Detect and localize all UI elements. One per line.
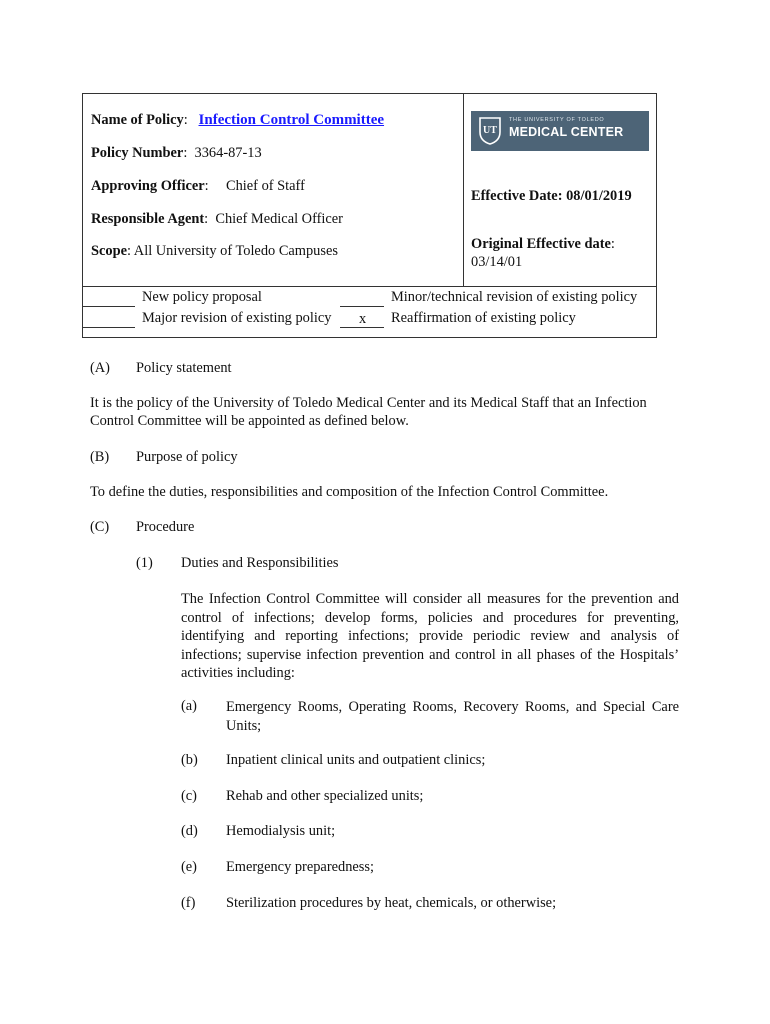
section-c-title: Procedure: [136, 519, 195, 535]
section-a-text-line2: Control Committee will be appointed as defined below.: [90, 413, 409, 429]
new-policy-label: New policy proposal: [142, 289, 262, 305]
reaffirmation-label: Reaffirmation of existing policy: [391, 310, 576, 326]
policy-name-link[interactable]: Infection Control Committee: [198, 112, 385, 128]
logo-medical-center-text: MEDICAL CENTER: [509, 125, 624, 139]
new-policy-blank[interactable]: [83, 306, 135, 307]
section-a-title: Policy statement: [136, 360, 232, 376]
list-item-text: Inpatient clinical units and outpatient clinics;: [226, 752, 486, 768]
effective-date: [471, 188, 632, 205]
list-item-text: Sterilization procedures by heat, chemicals, or otherwise;: [226, 895, 557, 911]
scope-row: Scope: All University of Toledo Campuses: [91, 243, 338, 259]
list-item-text: Hemodialysis unit;: [226, 823, 336, 839]
logo-university-text: THE UNIVERSITY OF TOLEDO: [509, 117, 605, 123]
approving-officer-label: Approving Officer: [91, 178, 205, 194]
medical-center-logo: [471, 111, 649, 151]
list-item-letter: (d): [181, 823, 198, 839]
logo-mark-text: UT: [483, 125, 497, 136]
policy-number-value: 3364-87-13: [194, 145, 262, 161]
header-divider-vertical: [463, 93, 464, 287]
list-item-letter: (c): [181, 788, 197, 804]
section-a-letter: (A): [90, 360, 110, 376]
section-b-letter: (B): [90, 449, 110, 465]
section-c-letter: (C): [90, 519, 110, 535]
policy-name-label: Name of Policy: [91, 112, 184, 128]
list-item-letter: (a): [181, 698, 197, 714]
minor-revision-label: Minor/technical revision of existing policy: [391, 289, 638, 305]
list-item-letter: (b): [181, 752, 198, 768]
list-item-text: Emergency Rooms, Operating Rooms, Recovery Rooms, and Special Care Units;: [226, 699, 679, 734]
responsible-agent-value: Chief Medical Officer: [215, 211, 343, 227]
policy-number-row: Policy Number: 3364-87-13: [91, 145, 262, 161]
list-item-text: Rehab and other specialized units;: [226, 788, 424, 804]
original-effective-date-label: Original Effective date: [471, 236, 611, 252]
original-effective-date-row: Original Effective date:: [471, 236, 615, 252]
original-effective-date-value: 03/14/01: [471, 254, 523, 270]
scope-value: All University of Toledo Campuses: [133, 243, 338, 259]
major-revision-blank[interactable]: [83, 327, 135, 328]
responsible-agent-row: Responsible Agent: Chief Medical Officer: [91, 211, 343, 227]
section-b-text: To define the duties, responsibilities and composition of the Infection Control Committee.: [90, 484, 609, 500]
list-item-text: Emergency preparedness;: [226, 859, 374, 875]
minor-revision-blank[interactable]: [340, 306, 384, 307]
section-a-text-line1: It is the policy of the University of Toledo Medical Center and its Medical Staff that an Infection: [90, 395, 647, 411]
section-b-title: Purpose of policy: [136, 449, 238, 465]
major-revision-label: Major revision of existing policy: [142, 310, 332, 326]
effective-date-text: Effective Date: 08/01/2019: [471, 188, 632, 204]
scope-label: Scope: [91, 243, 127, 259]
subsection-1-text: The Infection Control Committee will consider all measures for the prevention and control of infections; develop forms, policies and procedures for preventing, identifying and reporting infections; provide periodic review and analysis of infections; supervise infection prevention and control in all phases of the Hospitals’ activities including:: [181, 591, 679, 682]
ut-shield-icon: [478, 116, 502, 146]
list-item-letter: (e): [181, 859, 197, 875]
list-item-letter: (f): [181, 895, 196, 911]
policy-name-row: Name of Policy: Infection Control Committee: [91, 112, 385, 128]
header-divider-horizontal: [82, 286, 657, 287]
subsection-1-title: Duties and Responsibilities: [181, 555, 339, 571]
reaffirmation-mark: x: [359, 311, 367, 327]
subsection-1-number: (1): [136, 555, 153, 571]
approving-officer-value: Chief of Staff: [226, 178, 305, 194]
approving-officer-row: Approving Officer:: [91, 178, 209, 194]
policy-number-label: Policy Number: [91, 145, 184, 161]
responsible-agent-label: Responsible Agent: [91, 211, 205, 227]
